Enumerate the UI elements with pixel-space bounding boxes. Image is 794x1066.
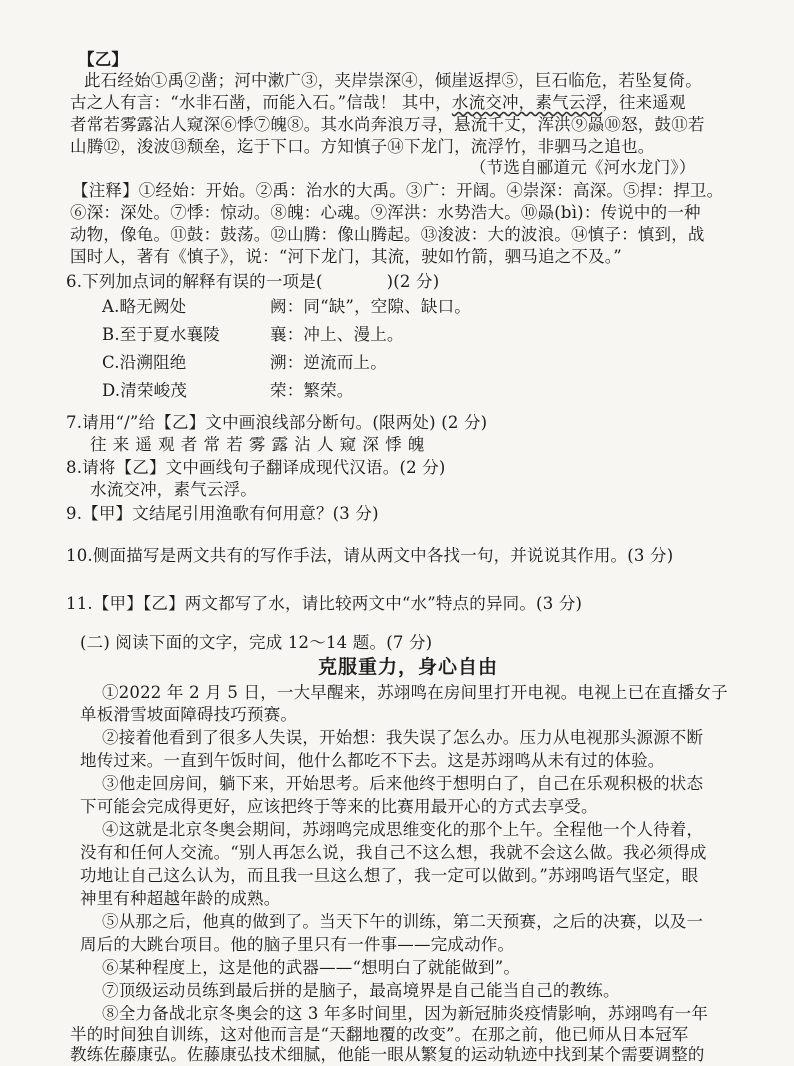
article-line: 功地让自己这么认为，而且我一旦这么想了，我一定可以做到。”苏翊鸣语气坚定，眼 — [80, 866, 699, 885]
passage-source: （节选自郦道元《河水龙门》） — [470, 158, 696, 177]
passage-line — [70, 92, 686, 114]
question-10: 10.侧面描写是两文共有的写作手法，请从两文中各找一句，并说说其作用。(3 分) — [66, 546, 674, 565]
question-stem-tail: )(2 分) — [386, 272, 440, 291]
passage-yi-header: 【乙】 — [78, 50, 129, 69]
option-c-label: C.沿溯阻绝 — [102, 353, 187, 372]
option-d-gloss: 荣：繁荣。 — [270, 381, 354, 400]
article-line: ⑥某种程度上，这是他的武器——“想明白了就能做到”。 — [102, 958, 521, 977]
question-9: 9.【甲】文结尾引用渔歌有何用意？(3 分) — [66, 504, 379, 523]
passage-text: 古之人有言：“水非石凿，而能入石。”信哉！ 其中， — [70, 93, 452, 112]
sentence-to-punctuate: 往来遥观者常若雾露沾人窥深悸魄 — [90, 435, 431, 454]
article-line: 神里有种超越年龄的成熟。 — [80, 889, 281, 908]
article-line: ①2022 年 2 月 5 日，一大早醒来，苏翊鸣在房间里打开电视。电视上已在直播女子 — [102, 683, 728, 702]
question-stem: 6.下列加点词的解释有误的一项是( — [66, 272, 323, 291]
article-line: 半的时间独自训练，这对他而言是“天翻地覆的改变”。在那之前，他已师从日本冠军 — [70, 1025, 689, 1044]
notes-line: 【注释】①经始：开始。②禹：治水的大禹。③广：开阔。④崇深：高深。⑤捍：捍卫。 — [72, 181, 724, 200]
article-line: 下可能会完成得更好，应该把终于等来的比赛用最开心的方式去享受。 — [80, 797, 598, 816]
section-heading: (二) 阅读下面的文字，完成 12～14 题。(7 分) — [80, 633, 433, 652]
article-line: ③他走回房间，躺下来，开始思考。后来他终于想明白了，自己在乐观积极的状态 — [102, 774, 704, 793]
article-line: ⑦顶级运动员练到最后拼的是脑子，最高境界是自己能当自己的教练。 — [102, 981, 620, 1000]
question-8: 8.请将【乙】文中画线句子翻译成现代汉语。(2 分) — [66, 458, 446, 477]
option-a-gloss: 阙：同“缺”，空隙、缺口。 — [270, 297, 471, 316]
article-line: 单板滑雪坡面障碍技巧预赛。 — [80, 705, 298, 724]
option-c-gloss: 溯：逆流而上。 — [270, 353, 387, 372]
passage-line: 此石经始①禹②凿；河中漱广③，夹岸崇深④，倾崖返捍⑤，巨石临危，若坠复倚。 — [84, 71, 702, 90]
passage-text: ，往来遥观 — [602, 93, 686, 112]
option-b-label: B.至于夏水襄陵 — [102, 325, 220, 344]
notes-line: 国时人，著有《慎子》，说：“河下龙门，其流，驶如竹箭，驷马追之不及。” — [70, 247, 622, 266]
article-line: 没有和任何人交流。“别人再怎么说，我自己不这么想，我就不会这么做。我必须得成 — [80, 843, 707, 862]
passage-line: 山腾⑫，浚波⑬颓垒，迄于下口。方知慎子⑭下龙门，流浮竹，非驷马之追也。 — [70, 137, 655, 156]
notes-line: ⑥深：深处。⑦悸：惊动。⑧魄：心魂。⑨浑洪：水势浩大。⑩赑(bì)：传说中的一种 — [70, 203, 701, 222]
wavy-underlined-sentence: 水流交冲，素气云浮 — [451, 93, 603, 112]
article-line: ④这就是北京冬奥会期间，苏翊鸣完成思维变化的那个上午。全程他一个人待着， — [102, 820, 704, 839]
option-a-label: A.略无阙处 — [102, 297, 187, 316]
notes-line: 动物，像龟。⑪鼓：鼓荡。⑫山腾：像山腾起。⑬浚波：大的波浪。⑭慎子：慎到，战 — [70, 225, 705, 244]
option-b-gloss: 襄：冲上、漫上。 — [270, 325, 404, 344]
passage-line: 者常若雾露沾人窥深⑥悸⑦魄⑧。其水尚奔浪万寻，悬流千丈，浑洪⑨赑⑩怒，鼓⑪若 — [70, 115, 705, 134]
question-6 — [66, 271, 439, 293]
article-line: ⑤从那之后，他真的做到了。当天下午的训练，第二天预赛，之后的决赛，以及一 — [102, 912, 704, 931]
option-d-label: D.清荣峻茂 — [102, 381, 188, 400]
article-line: ②接着他看到了很多人失误，开始想：我失误了怎么办。压力从电视那头源源不断 — [102, 728, 704, 747]
sentence-to-translate: 水流交冲，素气云浮。 — [90, 480, 257, 499]
article-line: 教练佐藤康弘。佐藤康弘技术细腻，他能一眼从繁复的运动轨迹中找到某个需要调整的 — [70, 1045, 705, 1064]
question-7: 7.请用“/”给【乙】文中画浪线部分断句。(限两处) (2 分) — [66, 413, 488, 432]
article-line: 周后的大跳台项目。他的脑子里只有一件事——完成动作。 — [80, 935, 515, 954]
question-11: 11.【甲】【乙】两文都写了水，请比较两文中“水”特点的异同。(3 分) — [66, 594, 583, 613]
article-line: 地传过来。一直到午饭时间，他什么都吃不下去。这是苏翊鸣从未有过的体验。 — [80, 751, 665, 770]
article-line: ⑧全力备战北京冬奥会的这 3 年多时间里，因为新冠肺炎疫情影响，苏翊鸣有一年 — [102, 1004, 709, 1023]
article-title: 克服重力，身心自由 — [318, 656, 499, 678]
